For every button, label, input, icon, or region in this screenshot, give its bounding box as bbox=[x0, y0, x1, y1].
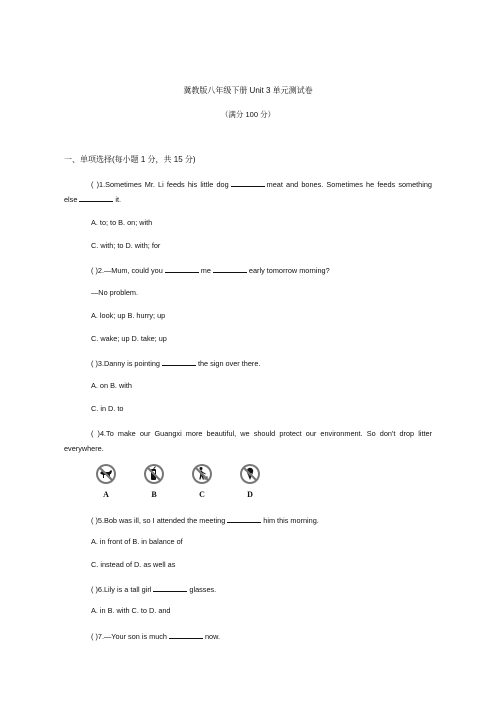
no-ice-cream-icon bbox=[239, 463, 261, 485]
sign-option-d: D bbox=[239, 463, 261, 500]
question-5-options-ab: A. in front of B. in balance of bbox=[91, 537, 183, 546]
no-drinks-icon bbox=[143, 463, 165, 485]
answer-blank bbox=[227, 514, 261, 523]
question-4-stem: ( )4.To make our Guangxi more beautiful, we should protect our environment. So don't drop litter everywhere. bbox=[64, 429, 432, 453]
question-6-options: A. in B. with C. to D. and bbox=[91, 606, 171, 615]
answer-blank bbox=[169, 630, 203, 639]
question-2-stem: ( )2.—Mum, could you me early tomorrow morning? bbox=[91, 266, 330, 275]
answer-blank bbox=[213, 264, 247, 273]
page-subtitle: （满分 100 分） bbox=[220, 110, 276, 119]
question-6-stem: ( )6.Lily is a tall girl glasses. bbox=[91, 585, 217, 594]
question-3-options-ab: A. on B. with bbox=[91, 381, 132, 390]
question-1-options-cd: C. with; to D. with; for bbox=[91, 241, 161, 250]
answer-blank bbox=[162, 357, 196, 366]
section-heading: 一、单项选择(每小题 1 分，共 15 分) bbox=[64, 155, 196, 164]
question-2-options-cd: C. wake; up D. take; up bbox=[91, 334, 167, 343]
no-dogs-icon bbox=[95, 463, 117, 485]
sign-options bbox=[95, 463, 265, 503]
answer-blank bbox=[153, 583, 187, 592]
sign-option-a: A bbox=[95, 463, 117, 500]
question-2-reply: —No problem. bbox=[91, 288, 139, 297]
sign-option-b: B bbox=[143, 463, 165, 500]
answer-blank bbox=[79, 193, 113, 202]
question-7-stem: ( )7.—Your son is much now. bbox=[91, 632, 220, 641]
question-5-stem: ( )5.Bob was ill, so I attended the meeting him this morning. bbox=[91, 516, 319, 525]
question-1-options-ab: A. to; to B. on; with bbox=[91, 218, 153, 227]
page-title: 冀教版八年级下册 Unit 3 单元测试卷 bbox=[183, 86, 313, 95]
no-littering-icon bbox=[191, 463, 213, 485]
answer-blank bbox=[231, 178, 265, 187]
answer-blank bbox=[165, 264, 199, 273]
question-1-stem: ( )1.Sometimes Mr. Li feeds his little dog meat and bones. Sometimes he feeds something else it. bbox=[64, 180, 432, 204]
sign-option-c: C bbox=[191, 463, 213, 500]
question-2-options-ab: A. look; up B. hurry; up bbox=[91, 311, 166, 320]
question-3-stem: ( )3.Danny is pointing the sign over there. bbox=[91, 359, 261, 368]
question-3-options-cd: C. in D. to bbox=[91, 404, 124, 413]
question-5-options-cd: C. instead of D. as well as bbox=[91, 560, 176, 569]
